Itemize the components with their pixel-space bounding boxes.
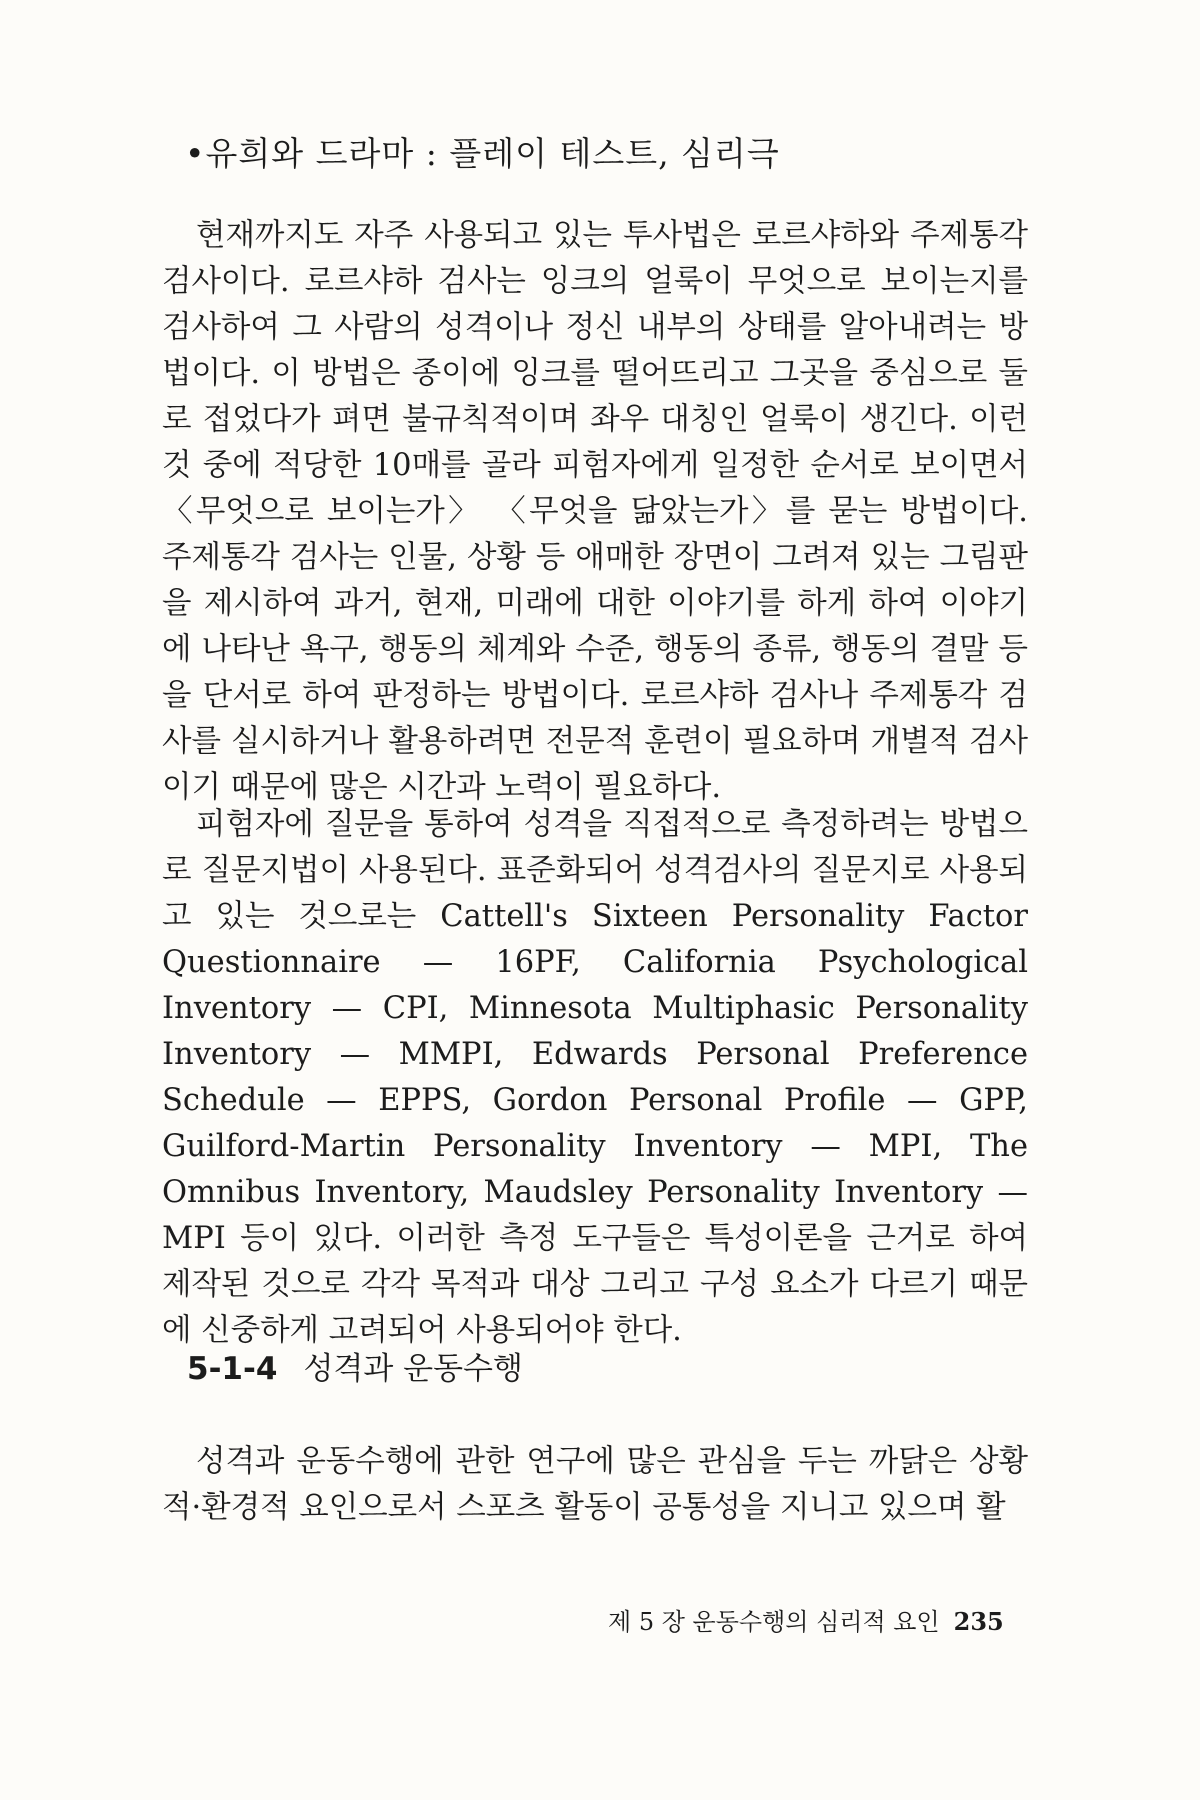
paragraph-questionnaires: 피험자에 질문을 통하여 성격을 직접적으로 측정하려는 방법으로 질문지법이 사용된다. 표준화되어 성격검사의 질문지로 사용되고 있는 것으로는 Cattell's Sixteen Personality Factor Questionnaire — 16PF, California Psychological Inventory — CPI, Minnesota Multiphasic Personality Inventory — MMPI, Edwards Personal Preference Schedule — EPPS, Gordon Personal Profile — GPP, Guilford-Martin Personality Inventory — MPI, The Omnibus Inventory, Maudsley Personality Inventory — MPI 등이 있다. 이러한 측정 도구들은 특성이론을 근거로 하여 제작된 것으로 각각 목적과 대상 그리고 구성 요소가 다르기 때문에 신중하게 고려되어 사용되어야 한다. bbox=[162, 807, 1028, 1348]
bullet-item: •유희와 드라마 : 플레이 테스트, 심리극 bbox=[185, 134, 780, 173]
section-title: 성격과 운동수행 bbox=[303, 1351, 523, 1387]
paragraph-projective-tests: 현재까지도 자주 사용되고 있는 투사법은 로르샤하와 주제통각검사이다. 로르샤하 검사는 잉크의 얼룩이 무엇으로 보이는지를 검사하여 그 사람의 성격이나 정신 내부의 상태를 알아내려는 방법이다. 이 방법은 종이에 잉크를 떨어뜨리고 그곳을 중심으로 둘로 접었다가 펴면 불규칙적이며 좌우 대칭인 얼룩이 생긴다. 이런 것 중에 적당한 10매를 골라 피험자에게 일정한 순서로 보이면서 〈무엇으로 보이는가〉 〈무엇을 닮았는가〉를 묻는 방법이다. 주제통각 검사는 인물, 상황 등 애매한 장면이 그려져 있는 그림판을 제시하여 과거, 현재, 미래에 대한 이야기를 하게 하여 이야기에 나타난 욕구, 행동의 체계와 수준, 행동의 종류, 행동의 결말 등을 단서로 하여 판정하는 방법이다. 로르샤하 검사나 주제통각 검사를 실시하거나 활용하려면 전문적 훈련이 필요하며 개별적 검사이기 때문에 많은 시간과 노력이 필요하다. bbox=[162, 218, 1028, 805]
running-footer-chapter: 제 5 장 운동수행의 심리적 요인 bbox=[608, 1608, 940, 1636]
page-footer bbox=[608, 1602, 1004, 1637]
paragraph-personality-performance: 성격과 운동수행에 관한 연구에 많은 관심을 두는 까닭은 상황적·환경적 요인으로서 스포츠 활동이 공통성을 지니고 있으며 활 bbox=[162, 1444, 1028, 1525]
section-number: 5-1-4 bbox=[187, 1351, 278, 1387]
section-heading bbox=[187, 1343, 523, 1388]
page-number: 235 bbox=[953, 1607, 1004, 1636]
